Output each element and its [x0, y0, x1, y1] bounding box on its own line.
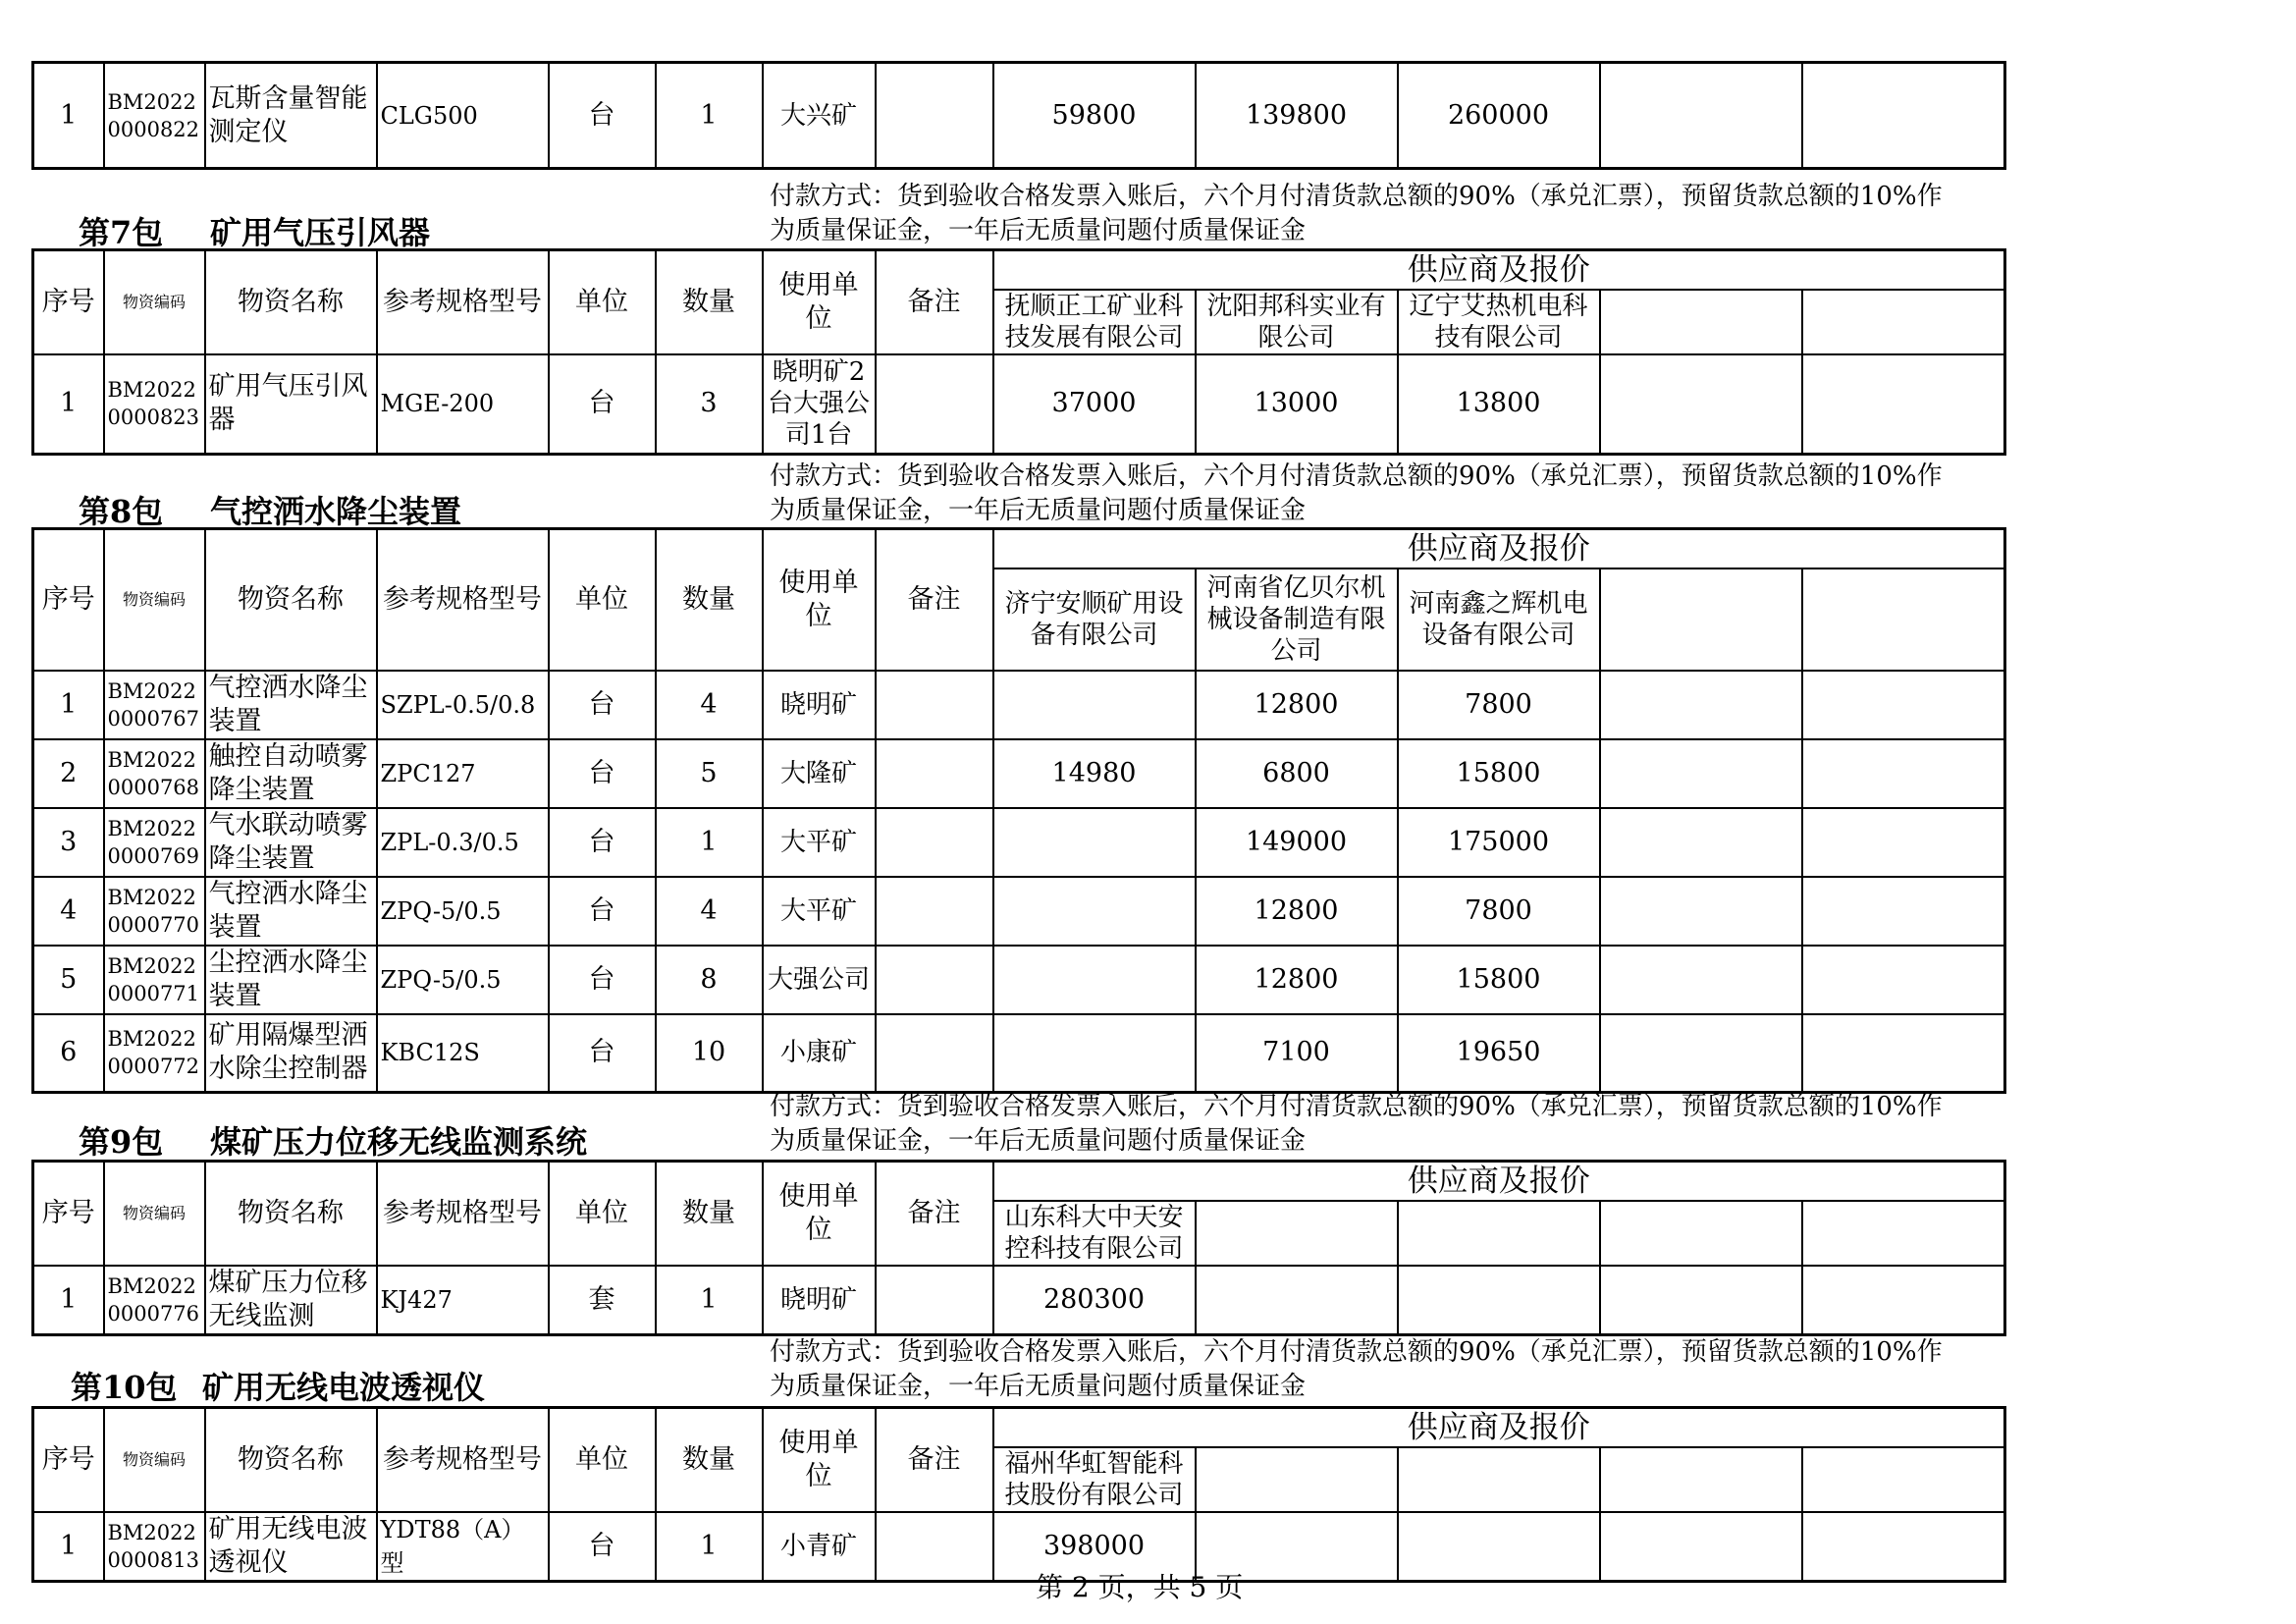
supplier-name-cell: 河南鑫之辉机电设备有限公司: [1398, 568, 1600, 671]
remark-cell: [876, 671, 993, 739]
using-unit-cell: 大平矿: [763, 808, 876, 877]
package-table: [31, 1406, 2006, 1583]
header-suppliers-quotes: 供应商及报价: [993, 1162, 2005, 1201]
using-unit-cell: 大强公司: [763, 946, 876, 1014]
material-code-cell: BM20220000813: [104, 1512, 205, 1582]
payment-terms-line: 为质量保证金，一年后无质量问题付质量保证金: [770, 496, 1307, 525]
item-row: [33, 354, 2005, 455]
price-cell: [1196, 1266, 1398, 1335]
unit-cell: 台: [549, 1014, 656, 1093]
header-quantity: 数量: [656, 1408, 763, 1512]
seq-cell: 1: [33, 1266, 104, 1335]
seq-cell: 4: [33, 877, 104, 946]
remark-cell: [876, 808, 993, 877]
header-remark: 备注: [876, 250, 993, 354]
payment-terms: [770, 1090, 2006, 1159]
package-number: 第8包: [79, 493, 164, 530]
price-cell: [1600, 946, 1802, 1014]
seq-cell: 1: [33, 354, 104, 455]
price-cell: [993, 1014, 1196, 1093]
seq-cell: 3: [33, 808, 104, 877]
unit-cell: 台: [549, 946, 656, 1014]
page-footer: 第 2 页，共 5 页: [1036, 1571, 1244, 1603]
price-cell: 13800: [1398, 354, 1600, 455]
header-using-unit: 使用单位: [763, 1408, 876, 1512]
price-cell: [1600, 671, 1802, 739]
material-name-cell: 气控洒水降尘装置: [205, 877, 377, 946]
header-row: [33, 250, 2005, 290]
spec-model-cell: ZPQ-5/0.5: [377, 877, 549, 946]
unit-cell: 套: [549, 1266, 656, 1335]
price-cell: [1802, 739, 2005, 808]
supplier-name-cell: [1600, 1201, 1802, 1266]
header-quantity: 数量: [656, 250, 763, 354]
package-title: [71, 1363, 485, 1408]
price-cell: 7800: [1398, 671, 1600, 739]
price-cell: 7100: [1196, 1014, 1398, 1093]
quantity-cell: 10: [656, 1014, 763, 1093]
header-remark: 备注: [876, 1162, 993, 1266]
using-unit-cell: 小康矿: [763, 1014, 876, 1093]
header-quantity: 数量: [656, 1162, 763, 1266]
material-code-cell: BM20220000771: [104, 946, 205, 1014]
quantity-cell: 1: [656, 808, 763, 877]
header-spec-model: 参考规格型号: [377, 529, 549, 671]
price-cell: [1398, 1512, 1600, 1582]
using-unit-cell: 晓明矿: [763, 1266, 876, 1335]
header-using-unit: 使用单位: [763, 1162, 876, 1266]
package-name: 矿用无线电波透视仪: [202, 1369, 486, 1406]
price-cell: [1802, 671, 2005, 739]
header-quantity: 数量: [656, 529, 763, 671]
payment-terms-line: 为质量保证金，一年后无质量问题付质量保证金: [770, 1126, 1307, 1156]
header-remark: 备注: [876, 529, 993, 671]
remark-cell: [876, 1512, 993, 1582]
seq-cell: 1: [33, 671, 104, 739]
price-cell: 19650: [1398, 1014, 1600, 1093]
price-cell: [993, 671, 1196, 739]
material-name-cell: 矿用隔爆型洒水除尘控制器: [205, 1014, 377, 1093]
price-cell: 37000: [993, 354, 1196, 455]
header-material-name: 物资名称: [205, 1162, 377, 1266]
header-seq: 序号: [33, 529, 104, 671]
header-material-name: 物资名称: [205, 529, 377, 671]
remark-cell: [876, 1266, 993, 1335]
price-cell: [1802, 946, 2005, 1014]
quantity-cell: 3: [656, 354, 763, 455]
material-code-cell: BM20220000770: [104, 877, 205, 946]
material-name-cell: 尘控洒水降尘装置: [205, 946, 377, 1014]
price-cell: 14980: [993, 739, 1196, 808]
price-cell: [1600, 808, 1802, 877]
price-cell: 260000: [1398, 63, 1600, 169]
price-cell: 7800: [1398, 877, 1600, 946]
item-row: [33, 1266, 2005, 1335]
material-code-cell: BM20220000769: [104, 808, 205, 877]
price-cell: 13000: [1196, 354, 1398, 455]
header-seq: 序号: [33, 1162, 104, 1266]
price-cell: 15800: [1398, 739, 1600, 808]
quantity-cell: 8: [656, 946, 763, 1014]
item-row: [33, 739, 2005, 808]
price-cell: [1802, 1512, 2005, 1582]
quantity-cell: 5: [656, 739, 763, 808]
price-cell: [1802, 877, 2005, 946]
payment-terms-line: 付款方式：货到验收合格发票入账后，六个月付清货款总额的90%（承兑汇票），预留货款总额的10%作: [770, 461, 1943, 491]
package-number: 第7包: [79, 214, 164, 251]
header-material-name: 物资名称: [205, 1408, 377, 1512]
unit-cell: 台: [549, 877, 656, 946]
price-cell: 12800: [1196, 946, 1398, 1014]
price-cell: 175000: [1398, 808, 1600, 877]
package-name: 气控洒水降尘装置: [210, 493, 462, 530]
item-row: [33, 877, 2005, 946]
supplier-name-cell: 沈阳邦科实业有限公司: [1196, 290, 1398, 354]
header-remark: 备注: [876, 1408, 993, 1512]
payment-terms: [770, 1335, 2006, 1404]
unit-cell: 台: [549, 671, 656, 739]
item-row: [33, 1512, 2005, 1582]
quantity-cell: 1: [656, 1266, 763, 1335]
payment-terms-line: 付款方式：货到验收合格发票入账后，六个月付清货款总额的90%（承兑汇票），预留货款总额的10%作: [770, 1337, 1943, 1367]
using-unit-cell: 大兴矿: [763, 63, 876, 169]
supplier-name-cell: [1600, 290, 1802, 354]
supplier-name-cell: 河南省亿贝尔机械设备制造有限公司: [1196, 568, 1398, 671]
supplier-name-cell: 抚顺正工矿业科技发展有限公司: [993, 290, 1196, 354]
material-name-cell: 触控自动喷雾降尘装置: [205, 739, 377, 808]
supplier-name-cell: 辽宁艾热机电科技有限公司: [1398, 290, 1600, 354]
package-title: [79, 208, 430, 253]
quantity-cell: 1: [656, 63, 763, 169]
continued-item-table: [31, 61, 2006, 170]
remark-cell: [876, 946, 993, 1014]
unit-cell: 台: [549, 739, 656, 808]
seq-cell: 6: [33, 1014, 104, 1093]
item-row: [33, 946, 2005, 1014]
supplier-name-cell: [1196, 1201, 1398, 1266]
supplier-name-cell: 山东科大中天安控科技有限公司: [993, 1201, 1196, 1266]
quantity-cell: 4: [656, 877, 763, 946]
spec-model-cell: ZPQ-5/0.5: [377, 946, 549, 1014]
header-material-code: 物资编码: [104, 1408, 205, 1512]
item-row: [33, 808, 2005, 877]
supplier-name-cell: [1600, 1447, 1802, 1512]
price-cell: [1600, 354, 1802, 455]
spec-model-cell: ZPL-0.3/0.5: [377, 808, 549, 877]
payment-terms-line: 为质量保证金，一年后无质量问题付质量保证金: [770, 1372, 1307, 1401]
price-cell: 59800: [993, 63, 1196, 169]
supplier-name-cell: [1802, 290, 2005, 354]
header-using-unit: 使用单位: [763, 529, 876, 671]
header-suppliers-quotes: 供应商及报价: [993, 529, 2005, 568]
material-code-cell: BM20220000822: [104, 63, 205, 169]
price-cell: 12800: [1196, 877, 1398, 946]
unit-cell: 台: [549, 1512, 656, 1582]
price-cell: [1600, 877, 1802, 946]
seq-cell: 5: [33, 946, 104, 1014]
header-unit: 单位: [549, 529, 656, 671]
spec-model-cell: MGE-200: [377, 354, 549, 455]
supplier-name-cell: [1802, 1201, 2005, 1266]
price-cell: 139800: [1196, 63, 1398, 169]
unit-cell: 台: [549, 808, 656, 877]
header-spec-model: 参考规格型号: [377, 250, 549, 354]
header-spec-model: 参考规格型号: [377, 1162, 549, 1266]
remark-cell: [876, 739, 993, 808]
package-number: 第10包: [71, 1369, 178, 1406]
spec-model-cell: CLG500: [377, 63, 549, 169]
price-cell: [1802, 354, 2005, 455]
header-material-code: 物资编码: [104, 529, 205, 671]
supplier-name-cell: 济宁安顺矿用设备有限公司: [993, 568, 1196, 671]
price-cell: [1398, 1266, 1600, 1335]
package-table: [31, 248, 2006, 456]
material-name-cell: 气水联动喷雾降尘装置: [205, 808, 377, 877]
using-unit-cell: 小青矿: [763, 1512, 876, 1582]
supplier-name-cell: [1802, 1447, 2005, 1512]
header-material-name: 物资名称: [205, 250, 377, 354]
price-cell: [1600, 1512, 1802, 1582]
using-unit-cell: 大平矿: [763, 877, 876, 946]
material-name-cell: 瓦斯含量智能测定仪: [205, 63, 377, 169]
supplier-name-cell: [1398, 1447, 1600, 1512]
price-cell: [1600, 1266, 1802, 1335]
material-name-cell: 气控洒水降尘装置: [205, 671, 377, 739]
supplier-name-cell: 福州华虹智能科技股份有限公司: [993, 1447, 1196, 1512]
price-cell: 15800: [1398, 946, 1600, 1014]
material-code-cell: BM20220000767: [104, 671, 205, 739]
price-cell: 398000: [993, 1512, 1196, 1582]
payment-terms-line: 付款方式：货到验收合格发票入账后，六个月付清货款总额的90%（承兑汇票），预留货款总额的10%作: [770, 1092, 1943, 1121]
header-seq: 序号: [33, 250, 104, 354]
header-row: [33, 1162, 2005, 1201]
spec-model-cell: KBC12S: [377, 1014, 549, 1093]
price-cell: 12800: [1196, 671, 1398, 739]
header-using-unit: 使用单位: [763, 250, 876, 354]
header-suppliers-quotes: 供应商及报价: [993, 250, 2005, 290]
using-unit-cell: 大隆矿: [763, 739, 876, 808]
seq-cell: 1: [33, 63, 104, 169]
price-cell: 6800: [1196, 739, 1398, 808]
price-cell: [1600, 1014, 1802, 1093]
unit-cell: 台: [549, 354, 656, 455]
package-title: [79, 1117, 587, 1163]
header-unit: 单位: [549, 1408, 656, 1512]
supplier-name-cell: [1196, 1447, 1398, 1512]
material-name-cell: 矿用气压引风器: [205, 354, 377, 455]
header-row: [33, 529, 2005, 568]
payment-terms-line: 为质量保证金，一年后无质量问题付质量保证金: [770, 216, 1307, 245]
package-number: 第9包: [79, 1123, 164, 1161]
item-row: [33, 1014, 2005, 1093]
item-row: [33, 671, 2005, 739]
price-cell: [993, 877, 1196, 946]
using-unit-cell: 晓明矿2台大强公司1台: [763, 354, 876, 455]
material-name-cell: 煤矿压力位移无线监测: [205, 1266, 377, 1335]
unit-cell: 台: [549, 63, 656, 169]
header-seq: 序号: [33, 1408, 104, 1512]
payment-terms: [770, 460, 2006, 528]
payment-terms-line: 付款方式：货到验收合格发票入账后，六个月付清货款总额的90%（承兑汇票），预留货款总额的10%作: [770, 182, 1943, 211]
material-code-cell: BM20220000772: [104, 1014, 205, 1093]
price-cell: [993, 808, 1196, 877]
package-title: [79, 487, 461, 532]
using-unit-cell: 晓明矿: [763, 671, 876, 739]
supplier-name-cell: [1398, 1201, 1600, 1266]
material-code-cell: BM20220000776: [104, 1266, 205, 1335]
package-name: 煤矿压力位移无线监测系统: [210, 1123, 588, 1161]
remark-cell: [876, 354, 993, 455]
remark-cell: [876, 1014, 993, 1093]
price-cell: [1600, 739, 1802, 808]
quantity-cell: 4: [656, 671, 763, 739]
spec-model-cell: YDT88（A）型: [377, 1512, 549, 1582]
header-suppliers-quotes: 供应商及报价: [993, 1408, 2005, 1447]
seq-cell: 2: [33, 739, 104, 808]
header-unit: 单位: [549, 250, 656, 354]
item-row: [33, 63, 2005, 169]
spec-model-cell: ZPC127: [377, 739, 549, 808]
package-table: [31, 1160, 2006, 1336]
header-material-code: 物资编码: [104, 1162, 205, 1266]
remark-cell: [876, 877, 993, 946]
header-spec-model: 参考规格型号: [377, 1408, 549, 1512]
spec-model-cell: SZPL-0.5/0.8: [377, 671, 549, 739]
quantity-cell: 1: [656, 1512, 763, 1582]
price-cell: [1802, 1266, 2005, 1335]
price-cell: 149000: [1196, 808, 1398, 877]
package-name: 矿用气压引风器: [210, 214, 431, 251]
price-cell: [1802, 1014, 2005, 1093]
material-name-cell: 矿用无线电波透视仪: [205, 1512, 377, 1582]
remark-cell: [876, 63, 993, 169]
price-cell: [1802, 808, 2005, 877]
supplier-name-cell: [1600, 568, 1802, 671]
header-unit: 单位: [549, 1162, 656, 1266]
header-row: [33, 1408, 2005, 1447]
price-cell: [993, 946, 1196, 1014]
package-table: [31, 527, 2006, 1094]
price-cell: 280300: [993, 1266, 1196, 1335]
material-code-cell: BM20220000823: [104, 354, 205, 455]
price-cell: [1600, 63, 1802, 169]
seq-cell: 1: [33, 1512, 104, 1582]
price-cell: [1802, 63, 2005, 169]
material-code-cell: BM20220000768: [104, 739, 205, 808]
header-material-code: 物资编码: [104, 250, 205, 354]
supplier-name-cell: [1802, 568, 2005, 671]
payment-terms: [770, 180, 2006, 248]
spec-model-cell: KJ427: [377, 1266, 549, 1335]
